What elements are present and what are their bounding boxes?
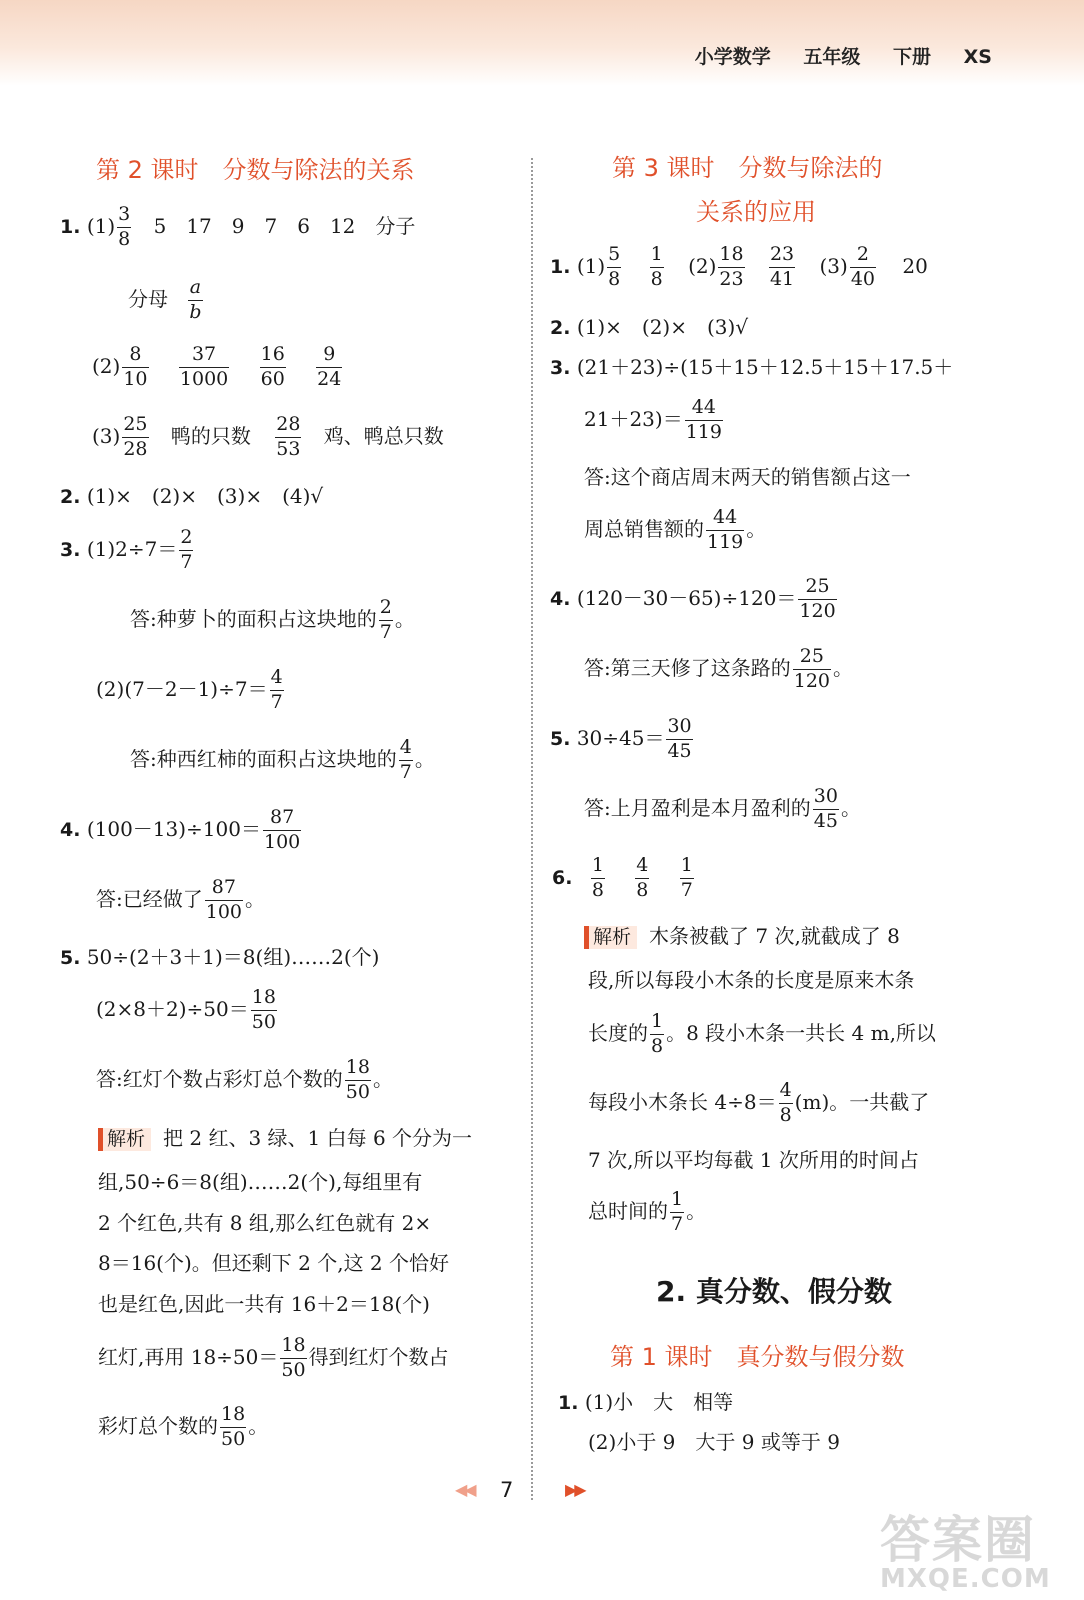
equation: (1)2÷7＝ [86, 536, 178, 561]
right-q4-answer [584, 647, 853, 692]
denominator: 8 [650, 267, 663, 290]
right-q2 [550, 317, 748, 338]
fraction [670, 1190, 684, 1235]
denominator: 8 [636, 878, 649, 901]
left-analysis-line2: 组,50÷6＝8(组)……2(个),每组里有 [98, 1170, 423, 1194]
fraction [316, 345, 342, 390]
left-analysis-line6 [98, 1336, 449, 1381]
fraction [220, 1405, 246, 1450]
left-q1-line2 [128, 278, 205, 323]
fraction [275, 415, 301, 460]
denominator: 8 [608, 267, 621, 290]
fraction [205, 878, 243, 923]
denominator: 120 [793, 669, 831, 692]
numerator: 4 [636, 854, 649, 876]
answer-text: 答:第三天修了这条路的 [584, 655, 791, 680]
watermark-text: 答案圈 [880, 1511, 1036, 1569]
column-divider [531, 158, 533, 1500]
equation: (2)(7－2－1)÷7＝ [96, 676, 268, 701]
denominator: 50 [221, 1427, 246, 1450]
fraction [607, 245, 621, 290]
header-grade: 五年级 [803, 46, 861, 68]
answer-text: 5 17 9 7 6 12 分子 [153, 213, 416, 238]
header-subject: 小学数学 [694, 46, 771, 68]
fraction [263, 808, 301, 853]
left-q2 [60, 486, 323, 507]
right-q6 [552, 856, 696, 901]
denominator: 119 [707, 530, 744, 553]
part-label: (2) [92, 353, 121, 378]
period: 。 [840, 795, 861, 820]
denominator: 8 [651, 1034, 664, 1057]
answer-text: 答:红灯个数占彩灯总个数的 [96, 1066, 343, 1091]
numerator: 2 [180, 526, 193, 548]
numerator: 2 [379, 596, 392, 618]
denominator: 7 [680, 878, 693, 901]
fraction [850, 245, 876, 290]
period: 。 [686, 1198, 707, 1223]
fraction [122, 415, 148, 460]
q-number: 5. [550, 727, 571, 750]
denominator: 7 [270, 690, 283, 713]
numerator: 4 [399, 736, 412, 758]
left-q1-line4 [92, 415, 444, 460]
numerator: 8 [129, 343, 142, 365]
equation: 50÷(2＋3＋1)＝8(组)……2(个) [86, 945, 380, 969]
left-analysis-line4: 8＝16(个)。但还剩下 2 个,这 2 个恰好 [98, 1251, 450, 1275]
denominator: 8 [118, 227, 131, 250]
denominator: 10 [123, 367, 148, 390]
watermark-logo [880, 1500, 1070, 1595]
page-header [669, 42, 992, 69]
numerator: 44 [713, 506, 738, 528]
equation: (2×8＋2)÷50＝ [96, 996, 249, 1021]
numerator: a [189, 276, 202, 298]
right-analysis-line6 [588, 1190, 706, 1235]
numerator: 1 [680, 854, 693, 876]
analysis-text: 。8 段小木条一共长 4 m,所以 [666, 1020, 936, 1045]
fraction [251, 988, 277, 1033]
denominator: 50 [345, 1080, 370, 1103]
denominator: 100 [263, 830, 301, 853]
denominator: 45 [667, 739, 692, 762]
watermark-url: MXQE.COM [880, 1564, 1051, 1594]
denominator: 28 [123, 437, 148, 460]
numerator: 9 [323, 343, 336, 365]
q-number: 2. [550, 317, 571, 339]
right-q3-line2 [584, 398, 725, 443]
left-analysis-line1 [98, 1128, 472, 1151]
fraction [280, 1336, 306, 1381]
right-q5 [550, 717, 695, 762]
denominator: 60 [260, 367, 285, 390]
analysis-tag: 解析 [98, 1128, 151, 1151]
numerator: 4 [779, 1079, 792, 1101]
part-label: (2) [688, 253, 717, 278]
right-q5-answer [584, 787, 861, 832]
answer-text: 答:已经做了 [96, 886, 203, 911]
equation: (21＋23)÷(15＋15＋12.5＋15＋17.5＋ [576, 355, 954, 379]
answer-text: 周总销售额的 [584, 516, 704, 541]
numerator: 1 [651, 1010, 664, 1032]
answer-text: 答:种萝卜的面积占这块地的 [130, 606, 377, 631]
denominator: 50 [281, 1358, 306, 1381]
analysis-text: (m)。一共截了 [794, 1089, 930, 1114]
answer-text: (1)× (2)× (3)× (4)√ [86, 484, 324, 508]
denominator: 7 [180, 550, 193, 573]
equation: 21＋23)＝ [584, 406, 683, 431]
numerator: 18 [251, 986, 276, 1008]
right-q3-answer2 [584, 508, 766, 553]
right-analysis-line1 [584, 926, 900, 949]
fraction [650, 245, 664, 290]
period: 。 [394, 606, 415, 631]
right-q1 [550, 245, 928, 290]
denominator: 8 [779, 1103, 792, 1126]
fraction [379, 598, 393, 643]
denominator: 119 [685, 420, 722, 443]
denominator: 40 [850, 267, 876, 290]
left-analysis-line3: 2 个红色,共有 8 组,那么红色就有 2× [98, 1211, 432, 1235]
fraction [718, 245, 744, 290]
period: 。 [248, 1413, 269, 1438]
numerator: 25 [123, 413, 148, 435]
answer-text: 答:上月盈利是本月盈利的 [584, 795, 811, 820]
fraction [179, 528, 193, 573]
period: 。 [414, 746, 435, 771]
numerator: 4 [270, 666, 283, 688]
right-s1a [558, 1392, 733, 1413]
analysis-text: 红灯,再用 18÷50＝ [98, 1344, 279, 1369]
fraction [345, 1058, 371, 1103]
analysis-text: 得到红灯个数占 [308, 1344, 449, 1369]
numerator: 18 [719, 243, 744, 265]
denominator: 23 [719, 267, 744, 290]
fraction [685, 398, 723, 443]
left-q3b-answer [130, 738, 435, 783]
numerator: 3 [118, 203, 131, 225]
denominator: 24 [317, 367, 342, 390]
numerator: 87 [211, 876, 236, 898]
left-q5b [96, 988, 279, 1033]
q-number: 1. [558, 1392, 579, 1414]
right-s1b: (2)小于 9 大于 9 或等于 9 [588, 1430, 840, 1454]
numerator: 16 [260, 343, 285, 365]
equation: (100－13)÷100＝ [86, 816, 261, 841]
fraction [813, 787, 839, 832]
header-volume: 下册 [893, 46, 932, 68]
numerator: 5 [608, 243, 621, 265]
analysis-tag: 解析 [584, 926, 637, 949]
left-q3a [60, 528, 195, 573]
answer-text: (1)× (2)× (3)√ [576, 315, 749, 339]
numerator: 2 [856, 243, 869, 265]
period: 。 [245, 886, 266, 911]
analysis-text: 总时间的 [588, 1198, 668, 1223]
analysis-text: 每段小木条长 4÷8＝ [588, 1089, 777, 1114]
right-q4 [550, 577, 839, 622]
analysis-text: 彩灯总个数的 [98, 1413, 218, 1438]
left-analysis-line5: 也是红色,因此一共有 16＋2＝18(个) [98, 1292, 430, 1316]
left-q5a [60, 947, 379, 968]
denominator: 7 [379, 620, 392, 643]
denominator: 120 [799, 599, 836, 622]
lesson-title-right-3: 第 1 课时 真分数与假分数 [610, 1343, 905, 1371]
q-number: 4. [550, 587, 571, 610]
fraction [270, 668, 284, 713]
numerator: 23 [769, 243, 795, 265]
fraction [706, 508, 744, 553]
numerator: 1 [650, 243, 663, 265]
left-q1-line3 [92, 345, 344, 390]
numerator: 37 [191, 343, 217, 365]
part-label: (3) [819, 253, 848, 278]
left-q3b [96, 668, 286, 713]
fraction [779, 1081, 793, 1126]
analysis-text: 木条被截了 7 次,就截成了 8 [649, 924, 900, 948]
fraction [122, 345, 148, 390]
right-q3-answer1: 答:这个商店周末两天的销售额占这一 [584, 465, 911, 489]
left-q3a-answer [130, 598, 415, 643]
numerator: 1 [671, 1188, 684, 1210]
numerator: 18 [221, 1403, 246, 1425]
answer-text: 答:种西红柿的面积占这块地的 [130, 746, 397, 771]
fraction [260, 345, 286, 390]
q-number: 1. [60, 215, 81, 238]
q-number: 6. [552, 866, 573, 889]
fraction [680, 856, 694, 901]
numerator: 87 [270, 806, 295, 828]
period: 。 [746, 516, 767, 541]
denominator: 45 [813, 809, 838, 832]
fraction [769, 245, 795, 290]
equation: 30÷45＝ [576, 725, 665, 750]
denominator: 100 [205, 900, 243, 923]
denominator: 41 [769, 267, 795, 290]
prev-page-arrows-icon: ◀◀ [455, 1480, 474, 1499]
fraction [399, 738, 413, 783]
numerator: 30 [667, 715, 692, 737]
part-label: (1) [576, 253, 606, 278]
q-number: 2. [60, 486, 81, 508]
page-number: 7 [500, 1478, 514, 1502]
q-number: 5. [60, 947, 81, 969]
answer-text: 20 [902, 253, 928, 278]
next-page-arrows-icon: ▶▶ [565, 1480, 584, 1499]
numerator: 28 [276, 413, 301, 435]
numerator: 18 [345, 1056, 370, 1078]
denominator: 53 [276, 437, 301, 460]
fraction [793, 647, 831, 692]
fraction [117, 205, 131, 250]
left-q1-line1 [60, 205, 415, 250]
period: 。 [372, 1066, 393, 1091]
fraction [179, 345, 229, 390]
lesson-title-left: 第 2 课时 分数与除法的关系 [96, 156, 415, 184]
q-number: 3. [550, 357, 571, 379]
fraction [666, 717, 692, 762]
numerator: 30 [813, 785, 838, 807]
fraction [650, 1012, 664, 1057]
answer-text: 鸭的只数 [170, 423, 251, 448]
numerator: 25 [799, 645, 824, 667]
analysis-text: 把 2 红、3 绿、1 白每 6 个分为一 [163, 1126, 473, 1150]
part-label: (3) [92, 423, 121, 448]
numerator: 1 [591, 854, 604, 876]
fraction [591, 856, 605, 901]
denominator: b [189, 300, 202, 323]
q-number: 4. [60, 818, 81, 841]
q-number: 3. [60, 538, 81, 561]
denominator: 1000 [179, 367, 229, 390]
right-analysis-line4 [588, 1081, 929, 1126]
part-label: (1) [86, 213, 116, 238]
answer-text: (1)小 大 相等 [584, 1390, 734, 1414]
right-q3-line1 [550, 357, 953, 378]
answer-text: 分母 [128, 286, 168, 311]
numerator: 18 [281, 1334, 306, 1356]
right-analysis-line5: 7 次,所以平均每截 1 次所用的时间占 [588, 1148, 919, 1172]
left-q4-answer [96, 878, 265, 923]
fraction [798, 577, 836, 622]
answer-text: 鸡、鸭总只数 [323, 423, 444, 448]
chapter-heading: 2. 真分数、假分数 [656, 1275, 892, 1308]
period: 。 [833, 655, 854, 680]
header-edition: XS [963, 46, 992, 68]
denominator: 8 [591, 878, 604, 901]
left-q5-answer [96, 1058, 393, 1103]
right-analysis-line3 [588, 1012, 936, 1057]
denominator: 7 [671, 1212, 684, 1235]
numerator: 25 [805, 575, 830, 597]
numerator: 44 [691, 396, 716, 418]
equation: (120－30－65)÷120＝ [576, 585, 797, 610]
denominator: 50 [251, 1010, 276, 1033]
denominator: 7 [399, 760, 412, 783]
analysis-text: 长度的 [588, 1020, 648, 1045]
q-number: 1. [550, 255, 571, 278]
left-analysis-line7 [98, 1405, 268, 1450]
lesson-title-right-2: 关系的应用 [696, 198, 816, 226]
lesson-title-right-1: 第 3 课时 分数与除法的 [612, 154, 883, 182]
fraction [635, 856, 649, 901]
right-analysis-line2: 段,所以每段小木条的长度是原来木条 [588, 968, 915, 992]
fraction [188, 278, 202, 323]
left-q4 [60, 808, 303, 853]
